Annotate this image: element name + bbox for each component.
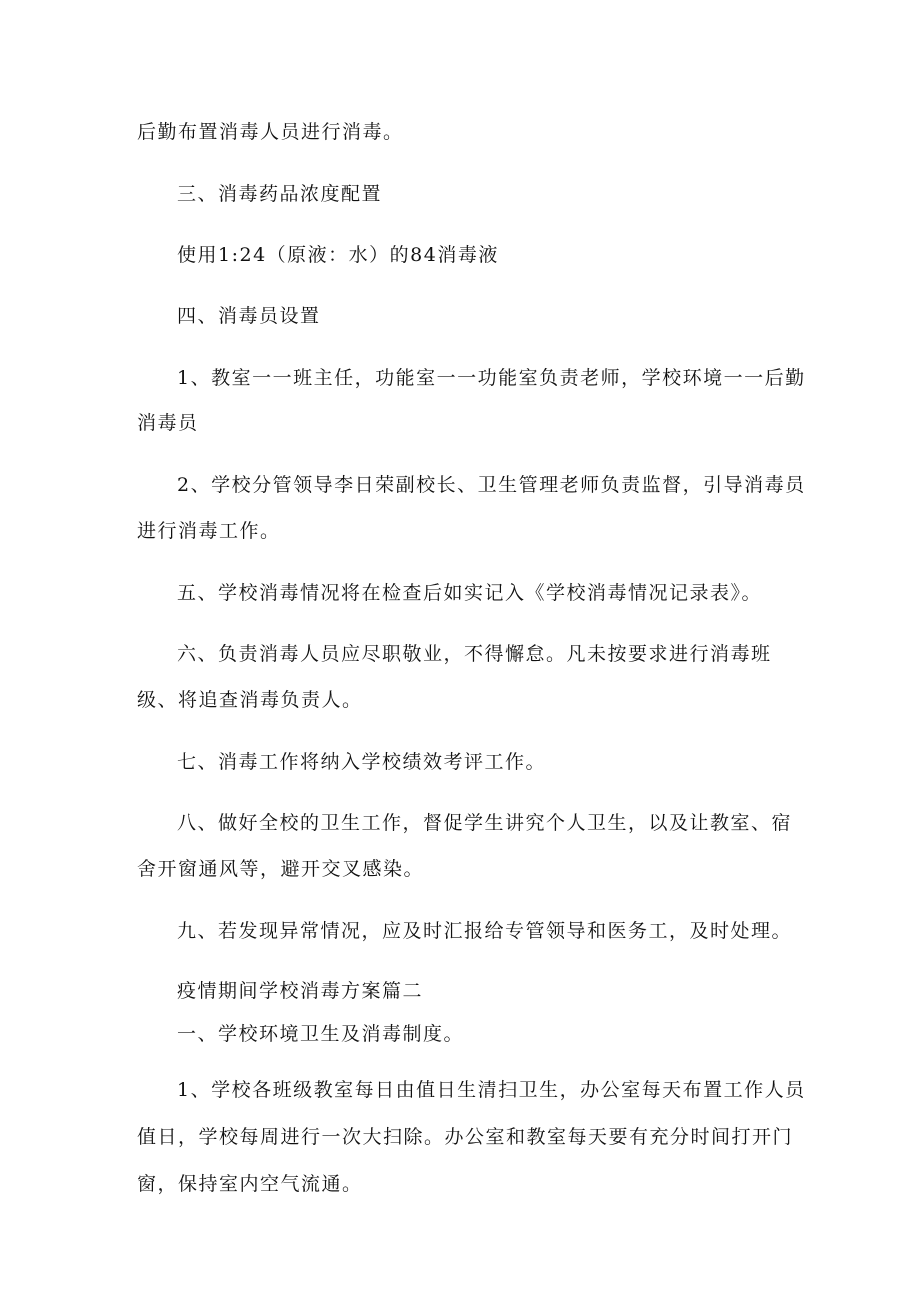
section-heading: 一、学校环境卫生及消毒制度。 (177, 1023, 465, 1045)
text-line: 值日，学校每周进行一次大扫除。办公室和教室每天要有充分时间打开门 (137, 1126, 794, 1148)
text-line: 五、学校消毒情况将在检查后如实记入《学校消毒情况记录表》。 (177, 582, 763, 604)
text-line: 六、负责消毒人员应尽职敬业，不得懈怠。凡未按要求进行消毒班 (177, 643, 772, 665)
text-line: 九、若发现异常情况，应及时汇报给专管领导和医务工，及时处理。 (177, 920, 793, 942)
text-line: 1、学校各班级教室每日由值日生清扫卫生，办公室每天布置工作人员 (177, 1079, 806, 1101)
section-heading: 四、消毒员设置 (177, 305, 321, 327)
text-line: 窗，保持室内空气流通。 (137, 1173, 363, 1195)
section-title: 疫情期间学校消毒方案篇二 (177, 980, 424, 1002)
text-line: 八、做好全校的卫生工作，督促学生讲究个人卫生，以及让教室、宿 (177, 812, 793, 834)
text-line: 消毒员 (137, 412, 199, 434)
text-line: 后勤布置消毒人员进行消毒。 (137, 121, 404, 143)
text-line: 2、学校分管领导李日荣副校长、卫生管理老师负责监督，引导消毒员 (177, 474, 806, 496)
section-heading: 三、消毒药品浓度配置 (177, 183, 383, 205)
text-line: 级、将追查消毒负责人。 (137, 689, 363, 711)
text-line: 使用1:24（原液：水）的84消毒液 (177, 244, 499, 266)
text-line: 舍开窗通风等，避开交叉感染。 (137, 858, 425, 880)
text-line: 进行消毒工作。 (137, 520, 281, 542)
text-line: 七、消毒工作将纳入学校绩效考评工作。 (177, 751, 547, 773)
text-line: 1、教室一一班主任，功能室一一功能室负责老师，学校环境一一后勤 (177, 367, 806, 389)
